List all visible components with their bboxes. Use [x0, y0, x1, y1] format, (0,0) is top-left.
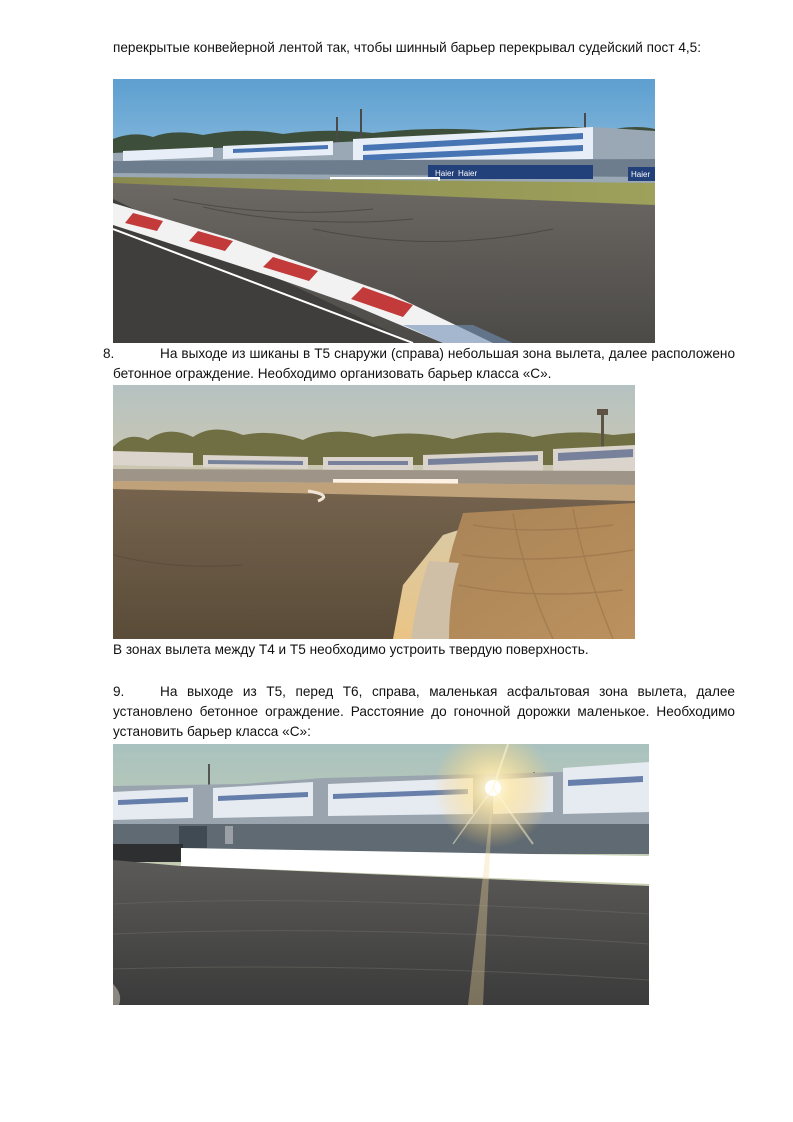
intro-paragraph: перекрытые конвейерной лентой так, чтобы шинный барьер перекрывал судейский пост 4,5:	[113, 40, 702, 55]
photo-t5-exit-wall	[113, 744, 649, 1005]
banner-text-1: Haier	[435, 169, 455, 178]
item-9-number: 9.	[113, 684, 125, 699]
item-8-number: 8.	[103, 346, 115, 361]
photo-chicane-exit	[113, 385, 635, 639]
note-text: В зонах вылета между Т4 и Т5 необходимо устроить твердую поверхность.	[113, 642, 589, 657]
banner-text-3: Haier	[631, 170, 651, 179]
item-9-text: На выходе из Т5, перед Т6, справа, маленькая асфальтовая зона вылета, далее установлено бетонное ограждение. Расстояние до гоночной дорожки маленькое. Необходимо установить барьер класса «С»:	[113, 684, 735, 739]
photo-grandstand-kerb	[113, 79, 655, 343]
banner-text-2: Haier	[458, 169, 478, 178]
item-8-text: На выходе из шиканы в Т5 снаружи (справа) небольшая зона вылета, далее расположено бетонное ограждение. Необходимо организовать барьер класса «С».	[113, 346, 735, 381]
